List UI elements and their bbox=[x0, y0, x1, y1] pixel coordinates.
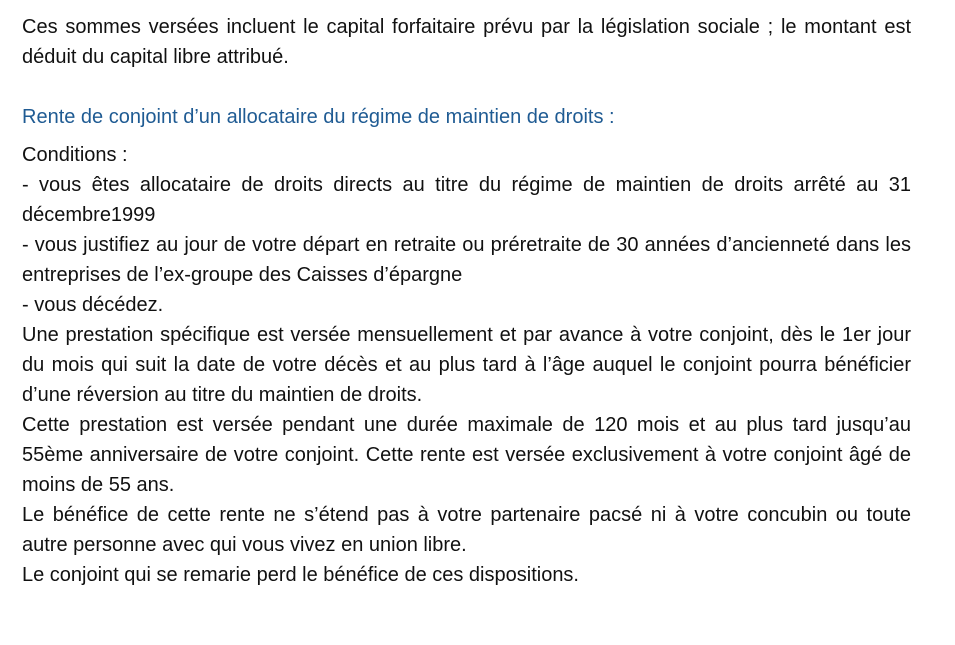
section-heading: Rente de conjoint d’un allocataire du régime de maintien de droits : bbox=[22, 106, 615, 128]
body-paragraph: Le conjoint qui se remarie perd le bénéfice de ces dispositions. bbox=[22, 564, 579, 586]
spacer bbox=[22, 72, 911, 102]
condition-item: - vous décédez. bbox=[22, 294, 164, 316]
conditions-label: Conditions : bbox=[22, 144, 128, 166]
condition-item: - vous êtes allocataire de droits directs au titre du régime de maintien de droits arrêté au 31 décembre1999 bbox=[22, 174, 911, 226]
document-body bbox=[22, 12, 911, 590]
body-paragraph: Le bénéfice de cette rente ne s’étend pas à votre partenaire pacsé ni à votre concubin ou toute autre personne avec qui vous vivez en union libre. bbox=[22, 504, 911, 556]
spacer bbox=[22, 132, 911, 140]
body-paragraph: Cette prestation est versée pendant une durée maximale de 120 mois et au plus tard jusqu’au 55ème anniversaire de votre conjoint. Cette rente est versée exclusivement à votre conjoint âgé de moins de 55 ans. bbox=[22, 414, 911, 496]
intro-paragraph: Ces sommes versées incluent le capital forfaitaire prévu par la législation sociale ; le montant est déduit du capital libre attribué. bbox=[22, 16, 911, 68]
condition-item: - vous justifiez au jour de votre départ en retraite ou préretraite de 30 années d’ancienneté dans les entreprises de l’ex-groupe des Caisses d’épargne bbox=[22, 234, 911, 286]
body-paragraph: Une prestation spécifique est versée mensuellement et par avance à votre conjoint, dès le 1er jour du mois qui suit la date de votre décès et au plus tard à l’âge auquel le conjoint pourra bénéficier d’une réversion au titre du maintien de droits. bbox=[22, 324, 911, 406]
